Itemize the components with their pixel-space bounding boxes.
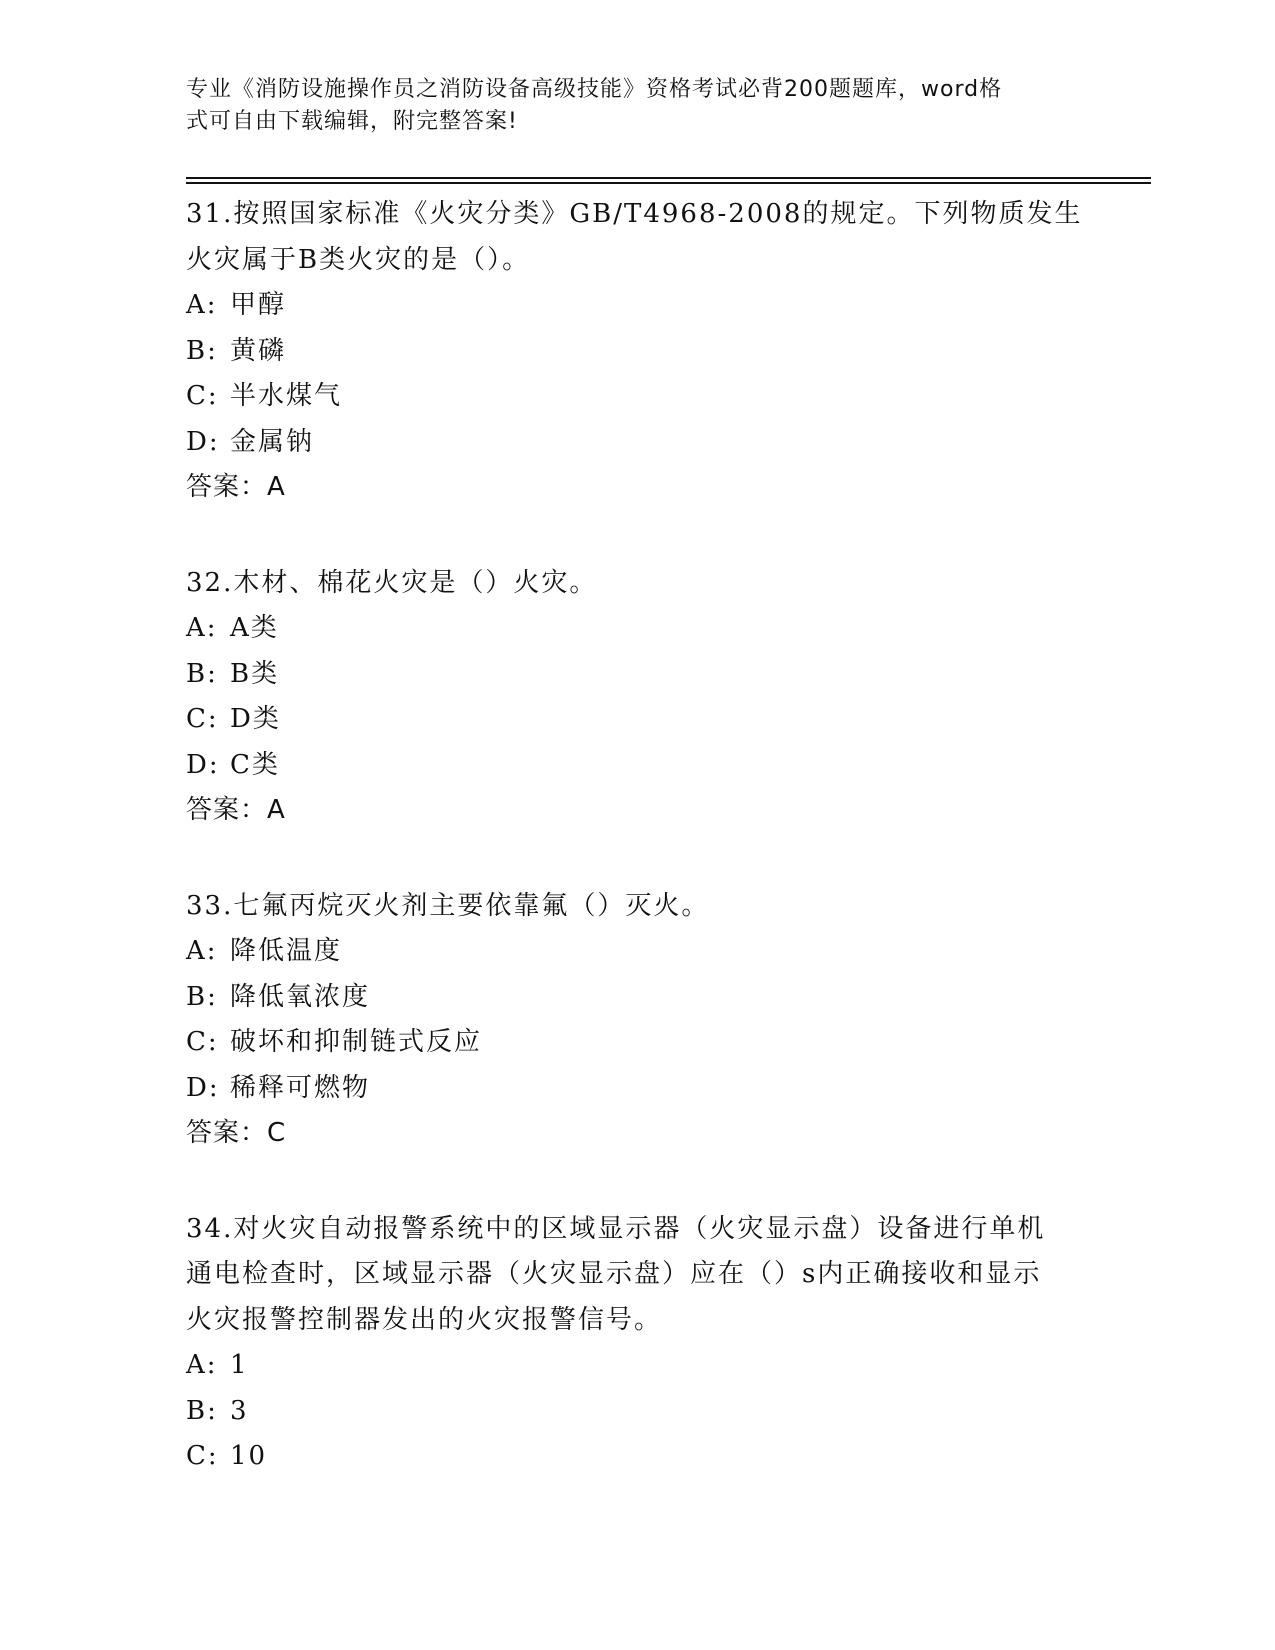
option-text: 金属钠 xyxy=(230,426,315,457)
header-line-1: 专业《消防设施操作员之消防设备高级技能》资格考试必背200题题库，word格 xyxy=(186,77,1003,102)
option-text: 1 xyxy=(230,1350,249,1380)
answer-option xyxy=(186,743,1086,789)
answer-option xyxy=(186,697,1086,743)
answer-line: 答案：C xyxy=(186,1118,287,1148)
answer-option xyxy=(186,1066,1086,1112)
option-key: B: xyxy=(186,335,218,366)
document-header xyxy=(186,74,1066,138)
question-stem-line: 火灾报警控制器发出的火灾报警信号。 xyxy=(186,1304,663,1335)
answer-option xyxy=(186,1434,1086,1480)
option-text: 半水煤气 xyxy=(230,381,343,411)
option-key: A: xyxy=(186,613,218,643)
answer-option xyxy=(186,283,1086,329)
answer-option xyxy=(186,652,1086,698)
option-text: 3 xyxy=(230,1395,249,1426)
option-key: B: xyxy=(186,1395,218,1426)
option-text: A类 xyxy=(230,613,279,643)
question-stem-line: 33.七氟丙烷灭火剂主要依靠氟（）灭火。 xyxy=(186,890,710,921)
question-stem-line: 34.对火灾自动报警系统中的区域显示器（火灾显示盘）设备进行单机 xyxy=(186,1213,1046,1244)
answer-line: 答案：A xyxy=(186,472,286,502)
option-key: C: xyxy=(186,704,219,734)
question-stem-line: 火灾属于B类火灾的是（）。 xyxy=(186,244,531,275)
option-text: 10 xyxy=(230,1441,268,1471)
option-key: B: xyxy=(186,658,218,689)
question-stem-line: 通电检查时，区域显示器（火灾显示盘）应在（）s内正确接收和显示 xyxy=(186,1259,1042,1289)
option-key: B: xyxy=(186,981,218,1012)
option-key: C: xyxy=(186,381,219,411)
question-block xyxy=(186,192,1086,511)
option-text: 降低氧浓度 xyxy=(230,981,371,1012)
answer-option xyxy=(186,929,1086,975)
question-block xyxy=(186,561,1086,834)
option-text: 稀释可燃物 xyxy=(230,1072,371,1103)
answer-option xyxy=(186,975,1086,1021)
answer-option xyxy=(186,374,1086,420)
option-text: B类 xyxy=(230,658,280,689)
answer-option xyxy=(186,420,1086,466)
question-list xyxy=(186,192,1086,1530)
option-text: C类 xyxy=(230,749,280,780)
question-stem-line: 32.木材、棉花火灾是（）火灾。 xyxy=(186,567,598,598)
header-divider-bottom xyxy=(186,182,1151,184)
option-text: 破坏和抑制链式反应 xyxy=(230,1027,483,1057)
question-block xyxy=(186,884,1086,1157)
option-key: A: xyxy=(186,290,218,320)
answer-option xyxy=(186,1343,1086,1389)
option-key: A: xyxy=(186,936,218,966)
option-text: 黄磷 xyxy=(230,335,287,366)
answer-option xyxy=(186,1020,1086,1066)
question-stem-line: 31.按照国家标准《火灾分类》GB/T4968-2008的规定。下列物质发生 xyxy=(186,199,1083,229)
option-key: C: xyxy=(186,1027,219,1057)
answer-option xyxy=(186,606,1086,652)
question-block xyxy=(186,1207,1086,1480)
option-key: C: xyxy=(186,1441,219,1471)
option-key: D: xyxy=(186,426,220,457)
option-key: D: xyxy=(186,749,220,780)
option-key: A: xyxy=(186,1350,218,1380)
answer-line: 答案：A xyxy=(186,795,286,825)
option-text: 降低温度 xyxy=(230,936,343,966)
option-text: D类 xyxy=(230,704,281,734)
answer-option xyxy=(186,329,1086,375)
answer-option xyxy=(186,1389,1086,1435)
option-key: D: xyxy=(186,1072,220,1103)
option-text: 甲醇 xyxy=(230,290,287,320)
header-divider-top xyxy=(186,177,1151,179)
header-line-2: 式可自由下载编辑，附完整答案! xyxy=(186,109,518,134)
